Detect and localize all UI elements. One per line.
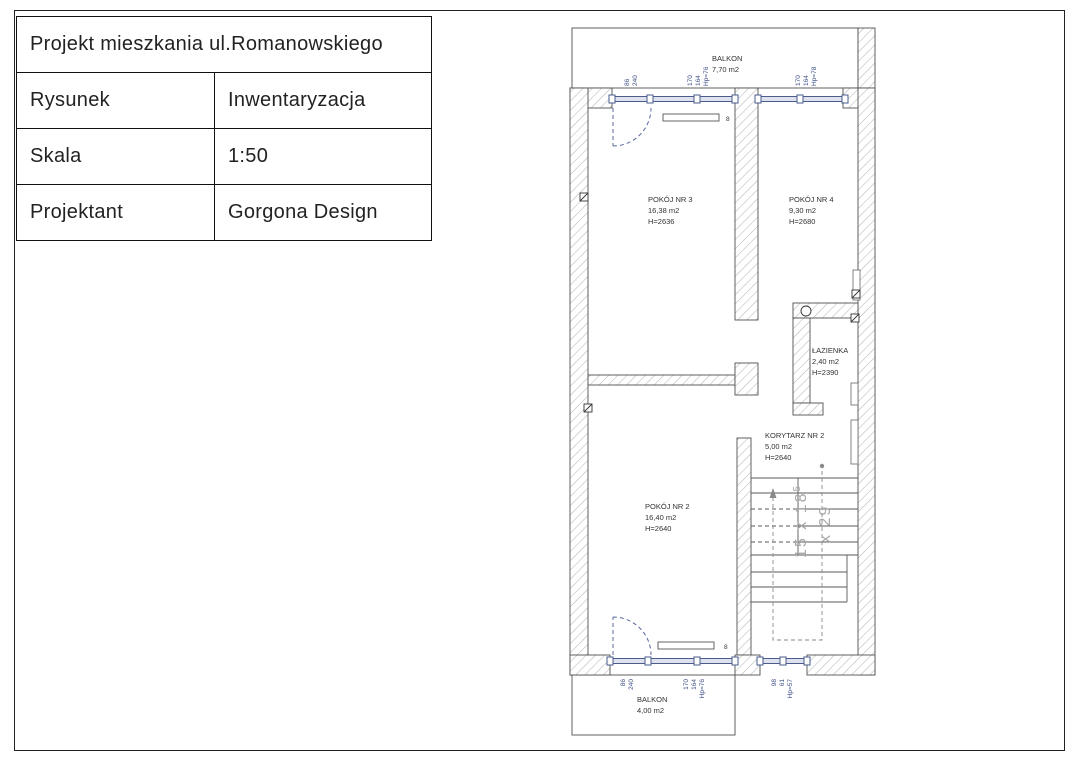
balcony-bottom-name: BALKON <box>637 695 668 704</box>
wall-room3-room4-divider <box>735 88 758 320</box>
bathroom-height: H=2390 <box>812 368 839 377</box>
stair-riser-label: 15 x $18^5$ <box>792 483 810 558</box>
window-bottom-right <box>757 657 810 665</box>
corridor-height: H=2640 <box>765 453 792 462</box>
radiator-room3-label: 8 <box>726 116 730 123</box>
window-top-left <box>609 95 738 103</box>
radiator-room2 <box>658 642 714 649</box>
stair-riser-superscript: 5 <box>792 483 803 492</box>
room3-name: POKÓJ NR 3 <box>648 195 693 204</box>
door-leaf-bathroom <box>851 383 858 405</box>
room2-height: H=2640 <box>645 524 672 533</box>
balcony-bottom-outline <box>572 675 735 735</box>
project-title: Projekt mieszkania ul.Romanowskiego <box>17 17 432 73</box>
balcony-top-name: BALKON <box>712 54 743 63</box>
dim-bot-winR-w: 98 <box>771 679 778 687</box>
walk-line-start-dot <box>820 464 824 468</box>
row-label-skala: Skala <box>17 129 215 185</box>
marker-bath-side <box>851 314 859 322</box>
balcony-bottom-area: 4,00 m2 <box>637 706 665 715</box>
dim-top-winR-w: 170 <box>795 75 802 86</box>
marker-bath-top <box>852 290 860 298</box>
marker-left-wall-2 <box>584 404 592 412</box>
dim-top-winL-w: 170 <box>687 75 694 86</box>
dim-bot-winL-h: 164 <box>691 679 698 690</box>
marker-left-wall-1 <box>580 193 588 201</box>
row-label-rysunek: Rysunek <box>17 73 215 129</box>
bathroom-area: 2,40 m2 <box>812 357 840 366</box>
room4-height: H=2680 <box>789 217 816 226</box>
row-value-skala: 1:50 <box>215 129 432 185</box>
wall-left-exterior <box>570 88 588 675</box>
balcony-door-room2 <box>613 617 651 655</box>
room2-name: POKÓJ NR 2 <box>645 502 690 511</box>
dim-bot-winR-h: 61 <box>779 679 786 687</box>
dim-top-winR-h: 164 <box>803 75 810 86</box>
wall-corridor-stub <box>735 363 758 395</box>
dim-top-door-w: 86 <box>624 78 631 86</box>
dim-bot-door-w: 86 <box>620 679 627 687</box>
row-value-projektant: Gorgona Design <box>215 185 432 241</box>
balcony-door-room3 <box>613 108 651 146</box>
wall-bottom-mid-pier <box>735 655 760 675</box>
dim-top-winL-hp: Hp=76 <box>703 66 710 86</box>
room3-area: 16,38 m2 <box>648 206 680 215</box>
room3-height: H=2636 <box>648 217 675 226</box>
dim-top-door-h: 240 <box>632 75 639 86</box>
wall-top-right-block <box>858 28 875 88</box>
row-value-rysunek: Inwentaryzacja <box>215 73 432 129</box>
wall-room2-stairs-divider <box>737 438 751 655</box>
balcony-top-area: 7,70 m2 <box>712 65 740 74</box>
room4-name: POKÓJ NR 4 <box>789 195 834 204</box>
row-label-projektant: Projektant <box>17 185 215 241</box>
dim-top-winL-h: 164 <box>695 75 702 86</box>
bathroom-name: ŁAZIENKA <box>812 346 849 355</box>
bathroom-lamp-symbol <box>801 306 811 316</box>
wall-bottom-right-pier <box>807 655 875 675</box>
stair-tread-label: x 29 <box>817 504 834 543</box>
dim-bot-winL-hp: Hp=76 <box>699 679 706 699</box>
corridor-area: 5,00 m2 <box>765 442 793 451</box>
dim-bot-winL-w: 170 <box>683 679 690 690</box>
wall-bath-bottom-stub <box>793 403 823 415</box>
radiator-room2-label: 8 <box>724 644 728 651</box>
dim-bot-winR-hp: Hp=57 <box>787 679 794 699</box>
wall-room3-room2-divider <box>588 375 735 385</box>
wall-bottom-left-pier <box>570 655 610 675</box>
wall-bath-left <box>793 318 810 403</box>
room4-area: 9,30 m2 <box>789 206 817 215</box>
radiator-room3 <box>663 114 719 121</box>
dim-top-winR-hp: Hp=78 <box>811 66 818 86</box>
corridor-name: KORYTARZ NR 2 <box>765 431 825 440</box>
window-bottom-left <box>607 657 738 665</box>
dim-bot-door-h: 240 <box>628 679 635 690</box>
window-top-right <box>755 95 848 103</box>
room2-area: 16,40 m2 <box>645 513 677 522</box>
wall-right-exterior <box>858 88 875 675</box>
door-leaf-entry <box>851 420 858 464</box>
